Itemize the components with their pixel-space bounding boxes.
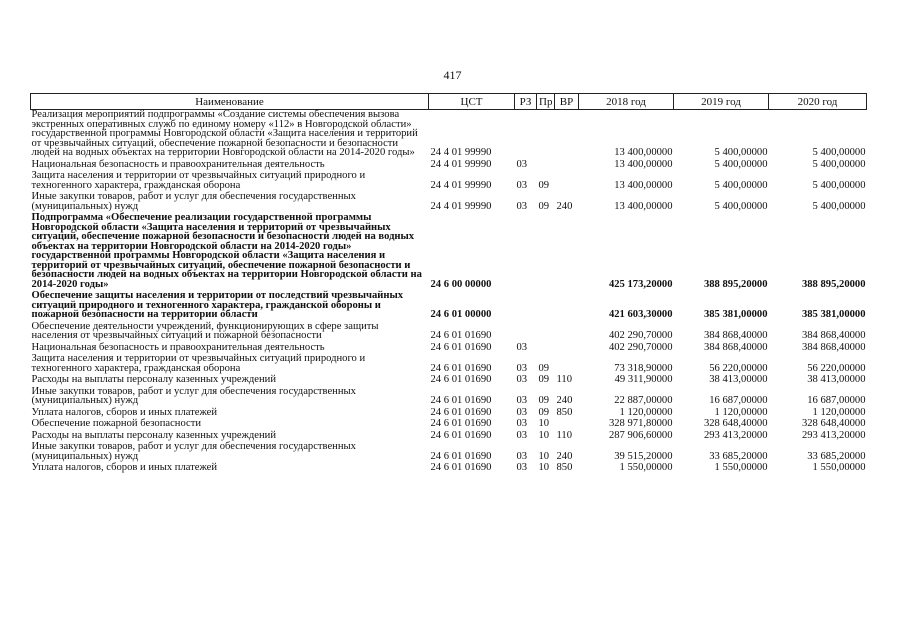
row-name: Защита населения и территории от чрезвычайных ситуаций природного и техногенного характера, гражданская оборона [31,353,366,374]
row-name: Расходы на выплаты персоналу казенных учреждений [31,429,276,441]
row-cst: 24 4 01 99990 [430,147,492,158]
table-row [31,110,867,160]
header-name: Наименование [31,94,429,110]
row-vr [555,419,579,431]
row-name: Защита населения и территории от чрезвычайных ситуаций природного и техногенного характера, гражданская оборона [31,170,366,191]
row-value-2018: 287 906,60000 [608,429,673,441]
row-cst: 24 6 01 01690 [430,450,492,462]
row-cst: 24 6 01 01690 [430,406,492,418]
row-value-2020: 16 687,00000 [807,395,866,406]
row-name: Обеспечение защиты населения и территории от последствий чрезвычайных ситуаций природного и техногенного характера, гражданской обороны и пожарной безопасности на территории области [31,290,404,320]
table-body [31,110,867,475]
table-row [31,463,867,475]
row-vr [555,291,579,322]
row-pr [537,291,555,322]
row-pr: 10 [538,418,550,429]
row-value-2019: 5 400,00000 [714,200,768,212]
row-value-2018: 49 311,90000 [614,374,673,385]
row-pr: 09 [538,374,550,385]
row-rz [515,110,537,160]
row-pr: 10 [538,462,550,473]
row-value-2019: 33 685,20000 [709,450,768,462]
row-value-2020: 5 400,00000 [812,200,866,212]
row-rz: 03 [516,374,528,385]
row-rz: 03 [516,429,528,441]
row-value-2018: 402 290,70000 [608,341,673,353]
row-name: Национальная безопасность и правоохранительная деятельность [31,158,325,170]
row-vr [555,213,579,291]
row-rz: 03 [516,406,528,418]
row-cst: 24 6 01 01690 [430,462,492,473]
table-row [31,192,867,213]
row-value-2019: 1 120,00000 [714,406,768,418]
row-pr: 10 [538,429,550,441]
row-value-2020: 328 648,40000 [801,418,866,429]
row-cst: 24 6 01 01690 [430,362,492,374]
row-cst: 24 6 01 01690 [430,395,492,406]
row-name: Иные закупки товаров, работ и услуг для обеспечения государственных (муниципальных) нужд [31,191,356,212]
row-pr [537,160,555,172]
row-name: Национальная безопасность и правоохранительная деятельность [31,341,325,353]
row-value-2020: 384 868,40000 [801,330,866,341]
row-cst: 24 6 00 00000 [430,278,492,290]
row-value-2018: 13 400,00000 [614,200,673,212]
row-rz: 03 [516,341,528,353]
row-value-2019: 328 648,40000 [703,418,768,429]
row-rz: 03 [516,462,528,473]
row-pr: 09 [538,179,550,191]
header-2019: 2019 год [674,94,769,110]
row-rz [515,291,537,322]
row-value-2020: 385 381,00000 [801,309,866,320]
row-pr: 09 [538,395,550,406]
row-name: Подпрограмма «Обеспечение реализации государственной программы Новгородской области «Защита населения и территорий от чрезвычайных ситуаций, обеспечение пожарной безопасности и безопасности людей на водных объектах на территории Новгородской области на 2014-2020 годы» государственной программы Новгородской области «Защита населения и территорий от чрезвычайных ситуаций, обеспечение пожарной безопасности и безопасности людей на водных объектах на территории Новгородской области на 2014-2020 годы» [31,212,422,290]
table-row [31,213,867,291]
row-vr: 110 [556,429,572,441]
row-value-2019: 5 400,00000 [714,158,768,170]
table-row [31,354,867,375]
row-value-2018: 425 173,20000 [608,278,673,290]
row-rz: 03 [516,450,528,462]
row-value-2018: 22 887,00000 [614,395,673,406]
table-row [31,442,867,463]
row-pr: 09 [538,200,550,212]
row-value-2020: 5 400,00000 [812,147,866,158]
row-value-2020: 293 413,20000 [801,429,866,441]
row-value-2018: 13 400,00000 [614,179,673,191]
row-name: Обеспечение пожарной безопасности [31,418,202,429]
row-vr: 240 [556,450,573,462]
row-rz: 03 [516,418,528,429]
row-rz [515,322,537,343]
row-name: Иные закупки товаров, работ и услуг для обеспечения государственных (муниципальных) нужд [31,441,356,462]
row-value-2020: 56 220,00000 [807,362,866,374]
row-rz: 03 [516,362,528,374]
row-value-2018: 13 400,00000 [614,158,673,170]
row-value-2018: 73 318,90000 [614,362,673,374]
row-value-2020: 384 868,40000 [801,341,866,353]
row-name: Расходы на выплаты персоналу казенных учреждений [31,374,276,385]
row-name: Уплата налогов, сборов и иных платежей [31,406,218,418]
row-cst: 24 6 01 01690 [430,374,492,385]
row-pr: 10 [538,450,550,462]
row-pr: 09 [538,406,550,418]
row-pr [537,110,555,160]
row-vr [555,322,579,343]
row-name: Обеспечение деятельности учреждений, функционирующих в сфере защиты населения от чрезвычайных ситуаций и пожарной безопасности [31,320,379,341]
header-vr: ВР [555,94,579,110]
row-value-2018: 328 971,80000 [608,418,673,429]
row-value-2020: 5 400,00000 [812,158,866,170]
row-vr: 240 [556,200,573,212]
row-rz: 03 [516,179,528,191]
row-vr: 850 [556,406,573,418]
row-cst: 24 4 01 99990 [430,179,492,191]
row-value-2018: 1 550,00000 [619,462,673,473]
row-pr: 09 [538,362,550,374]
table-row [31,322,867,343]
table-row [31,419,867,431]
row-cst: 24 6 01 01690 [430,418,492,429]
row-value-2019: 1 550,00000 [714,462,768,473]
row-rz: 03 [516,200,528,212]
row-rz: 03 [516,158,528,170]
row-vr [555,343,579,355]
header-2018: 2018 год [579,94,674,110]
row-value-2018: 39 515,20000 [614,450,673,462]
row-cst: 24 6 01 01690 [430,429,492,441]
row-cst: 24 4 01 99990 [430,200,492,212]
row-pr [537,322,555,343]
row-value-2018: 402 290,70000 [608,330,673,341]
row-vr [555,160,579,172]
row-value-2020: 38 413,00000 [807,374,866,385]
row-rz: 03 [516,395,528,406]
row-value-2019: 293 413,20000 [703,429,768,441]
row-value-2019: 384 868,40000 [703,330,768,341]
row-cst: 24 6 01 01690 [430,330,492,341]
table-row [31,387,867,408]
row-value-2018: 13 400,00000 [614,147,673,158]
budget-table [30,93,867,475]
row-vr: 240 [556,395,573,406]
row-value-2019: 388 895,20000 [703,278,768,290]
row-value-2019: 5 400,00000 [714,147,768,158]
row-value-2020: 388 895,20000 [801,278,866,290]
header-cst: ЦСТ [429,94,515,110]
header-rz: РЗ [515,94,537,110]
row-value-2019: 385 381,00000 [703,309,768,320]
table-row [31,171,867,192]
row-value-2020: 1 120,00000 [812,406,866,418]
row-vr: 110 [556,374,572,385]
row-value-2019: 384 868,40000 [703,341,768,353]
row-value-2020: 33 685,20000 [807,450,866,462]
row-cst: 24 6 01 00000 [430,309,492,320]
table-row [31,291,867,322]
row-rz [515,213,537,291]
row-value-2018: 1 120,00000 [619,406,673,418]
row-vr [555,110,579,160]
row-value-2019: 16 687,00000 [709,395,768,406]
row-cst: 24 4 01 99990 [430,158,492,170]
row-value-2018: 421 603,30000 [608,309,673,320]
page-number: 417 [443,68,462,82]
row-value-2019: 56 220,00000 [709,362,768,374]
row-value-2019: 38 413,00000 [709,374,768,385]
table-row [31,375,867,387]
row-name: Иные закупки товаров, работ и услуг для обеспечения государственных (муниципальных) нужд [31,385,356,406]
row-vr [555,354,579,375]
row-pr [537,343,555,355]
row-cst: 24 6 01 01690 [430,341,492,353]
header-2020: 2020 год [769,94,867,110]
row-name: Реализация мероприятий подпрограммы «Создание системы обеспечения вызова экстренных оперативных служб по единому номеру «112» в Новгородской области» государственной программы Новгородской области «Защита населения и территорий от чрезвычайных ситуаций, обеспечение пожарной безопасности и безопасности людей на водных объектах на территории Новгородской области на 2014-2020 годы» [31,109,418,158]
table-header [31,94,867,110]
row-name: Уплата налогов, сборов и иных платежей [31,462,218,473]
row-value-2020: 5 400,00000 [812,179,866,191]
row-pr [537,213,555,291]
row-value-2019: 5 400,00000 [714,179,768,191]
row-vr [555,171,579,192]
row-value-2020: 1 550,00000 [812,462,866,473]
row-vr: 850 [556,462,573,473]
header-pr: Пр [537,94,555,110]
